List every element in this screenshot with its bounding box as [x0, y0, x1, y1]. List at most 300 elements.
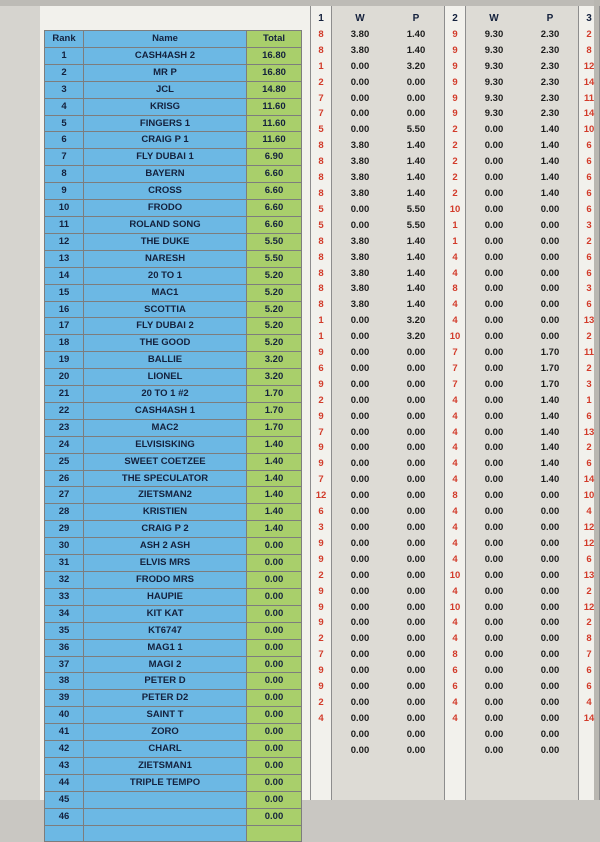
odds-cell-w1[interactable]: 0.00: [350, 744, 370, 756]
odds-cell-group3[interactable]: 11: [583, 347, 595, 359]
odds-cell-group1[interactable]: 1: [318, 60, 324, 72]
odds-cell-p2[interactable]: 0.00: [540, 681, 560, 693]
odds-cell-p1[interactable]: 0.00: [406, 362, 426, 374]
cell-total[interactable]: 5.20: [247, 301, 302, 318]
odds-cell-group2[interactable]: 4: [452, 267, 458, 279]
odds-cell-w1[interactable]: 0.00: [350, 537, 370, 549]
odds-cell-group3[interactable]: [578, 743, 600, 759]
odds-cell-w1[interactable]: 0.00: [350, 410, 370, 422]
odds-cell-w2[interactable]: 0.00: [484, 649, 504, 661]
table-row[interactable]: [45, 436, 302, 453]
cell-rank[interactable]: 5: [45, 115, 84, 132]
odds-cell-w1[interactable]: 3.80: [350, 172, 370, 184]
odds-cell-p1[interactable]: 1.40: [406, 156, 426, 168]
odds-row[interactable]: [310, 504, 600, 520]
odds-cell-group1[interactable]: 9: [318, 537, 324, 549]
odds-cell-group1[interactable]: 2: [318, 76, 324, 88]
odds-cell-p1[interactable]: 0.00: [406, 92, 426, 104]
odds-cell-p2[interactable]: 0.00: [540, 219, 560, 231]
odds-cell-group2[interactable]: [444, 727, 466, 743]
odds-row[interactable]: [310, 393, 600, 409]
odds-cell-group1[interactable]: 8: [318, 299, 324, 311]
odds-cell-p2[interactable]: 1.40: [540, 156, 560, 168]
odds-cell-group2[interactable]: 4: [452, 696, 458, 708]
odds-row[interactable]: [310, 584, 600, 600]
odds-cell-w2[interactable]: 0.00: [484, 458, 504, 470]
odds-row[interactable]: [310, 440, 600, 456]
odds-row[interactable]: [310, 600, 600, 616]
odds-cell-w2[interactable]: 0.00: [484, 283, 504, 295]
odds-cell-w2[interactable]: 0.00: [484, 490, 504, 502]
odds-cell-w2[interactable]: 0.00: [484, 617, 504, 629]
table-row[interactable]: [45, 656, 302, 673]
cell-total[interactable]: 14.80: [247, 81, 302, 98]
cell-rank[interactable]: 24: [45, 436, 84, 453]
odds-cell-group2[interactable]: 2: [452, 140, 458, 152]
odds-cell-w2[interactable]: 0.00: [484, 394, 504, 406]
odds-cell-p1[interactable]: 3.20: [406, 315, 426, 327]
cell-total[interactable]: 1.70: [247, 419, 302, 436]
cell-name[interactable]: BALLIE: [84, 352, 247, 369]
cell-name[interactable]: FRODO MRS: [84, 572, 247, 589]
odds-cell-group3[interactable]: 10: [583, 490, 595, 502]
odds-cell-group1[interactable]: 9: [318, 553, 324, 565]
odds-cell-w1[interactable]: 0.00: [350, 490, 370, 502]
odds-cell-group3[interactable]: 6: [586, 681, 592, 693]
odds-cell-p1[interactable]: 1.40: [406, 267, 426, 279]
cell-rank[interactable]: 29: [45, 521, 84, 538]
cell-total[interactable]: 5.20: [247, 335, 302, 352]
cell-rank[interactable]: 2: [45, 64, 84, 81]
odds-cell-p2[interactable]: 1.70: [540, 362, 560, 374]
cell-rank[interactable]: 28: [45, 504, 84, 521]
odds-row[interactable]: [310, 27, 600, 43]
cell-total[interactable]: 5.50: [247, 233, 302, 250]
odds-cell-group3[interactable]: 2: [586, 331, 592, 343]
odds-cell-p1[interactable]: 0.00: [406, 617, 426, 629]
odds-cell-group3[interactable]: 14: [583, 108, 595, 120]
odds-row[interactable]: [310, 488, 600, 504]
cell-rank[interactable]: 18: [45, 335, 84, 352]
odds-cell-group3[interactable]: 8: [586, 44, 592, 56]
cell-total[interactable]: 3.20: [247, 352, 302, 369]
cell-total[interactable]: 0.00: [247, 656, 302, 673]
cell-rank[interactable]: 40: [45, 707, 84, 724]
table-row[interactable]: [45, 673, 302, 690]
odds-cell-group3[interactable]: 13: [583, 569, 595, 581]
cell-total[interactable]: 5.50: [247, 250, 302, 267]
odds-row[interactable]: [310, 679, 600, 695]
odds-cell-group1[interactable]: 5: [318, 203, 324, 215]
cell-total[interactable]: 0.00: [247, 707, 302, 724]
odds-cell-w2[interactable]: 0.00: [484, 601, 504, 613]
odds-cell-w1[interactable]: 0.00: [350, 394, 370, 406]
odds-cell-group1[interactable]: 8: [318, 172, 324, 184]
odds-row[interactable]: [310, 297, 600, 313]
odds-cell-p1[interactable]: 0.00: [406, 649, 426, 661]
odds-cell-p1[interactable]: 0.00: [406, 665, 426, 677]
odds-cell-p1[interactable]: 0.00: [406, 394, 426, 406]
cell-name[interactable]: CASH4ASH 2: [84, 47, 247, 64]
odds-cell-p2[interactable]: 0.00: [540, 728, 560, 740]
odds-cell-p2[interactable]: 1.40: [540, 458, 560, 470]
table-row[interactable]: [45, 555, 302, 572]
odds-cell-group3[interactable]: 6: [586, 458, 592, 470]
odds-cell-w2[interactable]: 9.30: [484, 28, 504, 40]
table-row[interactable]: [45, 521, 302, 538]
table-row[interactable]: [45, 453, 302, 470]
table-row[interactable]: [45, 318, 302, 335]
odds-cell-group2[interactable]: [444, 743, 466, 759]
odds-cell-p1[interactable]: 0.00: [406, 744, 426, 756]
odds-cell-group2[interactable]: 4: [452, 394, 458, 406]
cell-rank[interactable]: 20: [45, 369, 84, 386]
odds-cell-w2[interactable]: 0.00: [484, 156, 504, 168]
odds-row[interactable]: [310, 615, 600, 631]
table-row[interactable]: [45, 284, 302, 301]
odds-cell-w2[interactable]: 0.00: [484, 140, 504, 152]
table-row[interactable]: [45, 115, 302, 132]
odds-cell-group1[interactable]: 1: [318, 331, 324, 343]
odds-cell-w1[interactable]: 0.00: [350, 553, 370, 565]
odds-cell-p2[interactable]: 0.00: [540, 490, 560, 502]
odds-cell-w1[interactable]: 0.00: [350, 681, 370, 693]
odds-cell-group2[interactable]: 4: [452, 617, 458, 629]
odds-cell-group1[interactable]: 9: [318, 442, 324, 454]
odds-cell-group1[interactable]: 6: [318, 506, 324, 518]
odds-cell-w1[interactable]: 3.80: [350, 283, 370, 295]
odds-cell-w1[interactable]: 3.80: [350, 251, 370, 263]
odds-row[interactable]: [310, 329, 600, 345]
odds-row[interactable]: [310, 456, 600, 472]
odds-cell-group1[interactable]: 8: [318, 44, 324, 56]
table-row[interactable]: [45, 588, 302, 605]
odds-cell-w2[interactable]: 0.00: [484, 172, 504, 184]
odds-cell-group3[interactable]: 3: [586, 378, 592, 390]
odds-cell-w1[interactable]: 0.00: [350, 331, 370, 343]
odds-cell-p2[interactable]: 0.00: [540, 633, 560, 645]
odds-cell-w2[interactable]: 0.00: [484, 299, 504, 311]
odds-cell-p1[interactable]: 1.40: [406, 251, 426, 263]
odds-cell-group2[interactable]: 4: [452, 506, 458, 518]
odds-cell-group1[interactable]: 6: [318, 362, 324, 374]
cell-total[interactable]: 1.40: [247, 436, 302, 453]
odds-cell-group1[interactable]: 9: [318, 378, 324, 390]
table-row[interactable]: [45, 149, 302, 166]
odds-cell-w2[interactable]: 0.00: [484, 553, 504, 565]
odds-cell-w1[interactable]: 0.00: [350, 696, 370, 708]
cell-rank[interactable]: 6: [45, 132, 84, 149]
odds-cell-group3[interactable]: 12: [583, 601, 595, 613]
odds-row[interactable]: [310, 345, 600, 361]
odds-cell-group2[interactable]: 4: [452, 585, 458, 597]
odds-cell-group2[interactable]: 9: [452, 108, 458, 120]
cell-total[interactable]: 3.20: [247, 369, 302, 386]
odds-cell-p2[interactable]: 0.00: [540, 251, 560, 263]
cell-total[interactable]: 0.00: [247, 757, 302, 774]
odds-cell-group1[interactable]: 8: [318, 28, 324, 40]
odds-cell-w2[interactable]: 0.00: [484, 251, 504, 263]
odds-cell-group1[interactable]: 7: [318, 92, 324, 104]
odds-cell-p2[interactable]: 2.30: [540, 76, 560, 88]
odds-row[interactable]: [310, 218, 600, 234]
odds-cell-group3[interactable]: 6: [586, 665, 592, 677]
odds-row[interactable]: [310, 568, 600, 584]
table-row[interactable]: [45, 233, 302, 250]
odds-cell-group1[interactable]: 7: [318, 649, 324, 661]
odds-cell-p1[interactable]: 0.00: [406, 681, 426, 693]
cell-name[interactable]: NARESH: [84, 250, 247, 267]
cell-total[interactable]: 6.90: [247, 149, 302, 166]
odds-cell-group2[interactable]: 2: [452, 172, 458, 184]
odds-row[interactable]: [310, 663, 600, 679]
odds-cell-group1[interactable]: [310, 727, 332, 743]
odds-cell-w1[interactable]: 3.80: [350, 267, 370, 279]
odds-row[interactable]: [310, 138, 600, 154]
odds-cell-group3[interactable]: 6: [586, 267, 592, 279]
odds-cell-group2[interactable]: 4: [452, 251, 458, 263]
cell-name[interactable]: ZIETSMAN2: [84, 487, 247, 504]
cell-total[interactable]: 6.60: [247, 216, 302, 233]
odds-row[interactable]: [310, 520, 600, 536]
odds-cell-p2[interactable]: 0.00: [540, 299, 560, 311]
odds-cell-w1[interactable]: 0.00: [350, 76, 370, 88]
odds-cell-group3[interactable]: 13: [583, 426, 595, 438]
cell-total[interactable]: 0.00: [247, 690, 302, 707]
odds-cell-group2[interactable]: 9: [452, 76, 458, 88]
odds-cell-group1[interactable]: 2: [318, 394, 324, 406]
odds-cell-group1[interactable]: 5: [318, 219, 324, 231]
odds-cell-w1[interactable]: 0.00: [350, 617, 370, 629]
odds-cell-w2[interactable]: 9.30: [484, 60, 504, 72]
odds-cell-group2[interactable]: 4: [452, 410, 458, 422]
odds-cell-p2[interactable]: 1.40: [540, 394, 560, 406]
cell-rank[interactable]: 25: [45, 453, 84, 470]
odds-cell-group3[interactable]: 6: [586, 299, 592, 311]
odds-cell-group3[interactable]: 10: [583, 124, 595, 136]
odds-cell-group2[interactable]: 1: [452, 235, 458, 247]
odds-cell-group1[interactable]: 8: [318, 251, 324, 263]
cell-name[interactable]: JCL: [84, 81, 247, 98]
odds-cell-group1[interactable]: 12: [315, 490, 327, 502]
cell-rank[interactable]: 3: [45, 81, 84, 98]
odds-row[interactable]: [310, 266, 600, 282]
odds-cell-w2[interactable]: 0.00: [484, 696, 504, 708]
odds-cell-p1[interactable]: 0.00: [406, 474, 426, 486]
odds-cell-p2[interactable]: 0.00: [540, 585, 560, 597]
odds-cell-w2[interactable]: 0.00: [484, 426, 504, 438]
odds-cell-group2[interactable]: 10: [449, 569, 461, 581]
table-row[interactable]: [45, 707, 302, 724]
odds-cell-p1[interactable]: 0.00: [406, 712, 426, 724]
odds-cell-group3[interactable]: 11: [583, 92, 595, 104]
odds-cell-p2[interactable]: 0.00: [540, 712, 560, 724]
odds-cell-group2[interactable]: 7: [452, 378, 458, 390]
odds-cell-group1[interactable]: 5: [318, 124, 324, 136]
cell-name[interactable]: TRIPLE TEMPO: [84, 774, 247, 791]
table-row[interactable]: [45, 808, 302, 825]
odds-row[interactable]: [310, 154, 600, 170]
cell-name[interactable]: SCOTTIA: [84, 301, 247, 318]
cell-total[interactable]: 0.00: [247, 588, 302, 605]
cell-name[interactable]: PETER D2: [84, 690, 247, 707]
odds-cell-w1[interactable]: 0.00: [350, 728, 370, 740]
cell-name[interactable]: FLY DUBAI 1: [84, 149, 247, 166]
cell-name[interactable]: PETER D: [84, 673, 247, 690]
cell-rank[interactable]: 22: [45, 402, 84, 419]
odds-cell-p2[interactable]: 0.00: [540, 665, 560, 677]
odds-cell-group3[interactable]: 8: [586, 633, 592, 645]
odds-cell-group2[interactable]: 8: [452, 490, 458, 502]
cell-name[interactable]: 20 TO 1: [84, 267, 247, 284]
cell-rank[interactable]: 43: [45, 757, 84, 774]
odds-cell-p2[interactable]: 0.00: [540, 267, 560, 279]
odds-cell-w1[interactable]: 3.80: [350, 156, 370, 168]
cell-name[interactable]: [84, 825, 247, 842]
odds-cell-group1[interactable]: 8: [318, 187, 324, 199]
table-row[interactable]: [45, 386, 302, 403]
cell-name[interactable]: BAYERN: [84, 166, 247, 183]
odds-cell-p1[interactable]: 0.00: [406, 458, 426, 470]
odds-row[interactable]: [310, 281, 600, 297]
cell-name[interactable]: MAGI 2: [84, 656, 247, 673]
odds-cell-p2[interactable]: 2.30: [540, 44, 560, 56]
cell-rank[interactable]: 9: [45, 183, 84, 200]
odds-cell-w1[interactable]: 0.00: [350, 474, 370, 486]
cell-rank[interactable]: 32: [45, 572, 84, 589]
cell-total[interactable]: 5.20: [247, 318, 302, 335]
odds-cell-group1[interactable]: 7: [318, 108, 324, 120]
cell-total[interactable]: 5.20: [247, 284, 302, 301]
odds-cell-p2[interactable]: 1.70: [540, 347, 560, 359]
cell-total[interactable]: 16.80: [247, 64, 302, 81]
odds-cell-w2[interactable]: 0.00: [484, 712, 504, 724]
cell-name[interactable]: KRISG: [84, 98, 247, 115]
odds-row[interactable]: [310, 202, 600, 218]
table-row[interactable]: [45, 301, 302, 318]
odds-cell-group1[interactable]: 8: [318, 156, 324, 168]
table-row[interactable]: [45, 639, 302, 656]
odds-cell-group1[interactable]: 7: [318, 474, 324, 486]
odds-cell-p2[interactable]: 0.00: [540, 522, 560, 533]
odds-row[interactable]: [310, 711, 600, 727]
table-row[interactable]: [45, 267, 302, 284]
cell-name[interactable]: THE SPECULATOR: [84, 470, 247, 487]
odds-cell-w1[interactable]: 0.00: [350, 315, 370, 327]
odds-row[interactable]: [310, 106, 600, 122]
table-row[interactable]: [45, 538, 302, 555]
odds-cell-group1[interactable]: 9: [318, 617, 324, 629]
cell-total[interactable]: 6.60: [247, 183, 302, 200]
odds-cell-group2[interactable]: 9: [452, 92, 458, 104]
cell-name[interactable]: MAG1 1: [84, 639, 247, 656]
table-row[interactable]: [45, 250, 302, 267]
cell-rank[interactable]: 42: [45, 741, 84, 758]
table-row[interactable]: [45, 825, 302, 842]
odds-cell-w1[interactable]: 0.00: [350, 92, 370, 104]
cell-name[interactable]: 20 TO 1 #2: [84, 386, 247, 403]
cell-total[interactable]: 6.60: [247, 166, 302, 183]
odds-cell-group1[interactable]: 9: [318, 585, 324, 597]
odds-cell-group3[interactable]: 2: [586, 617, 592, 629]
odds-cell-p1[interactable]: 1.40: [406, 172, 426, 184]
cell-rank[interactable]: 21: [45, 386, 84, 403]
cell-rank[interactable]: 13: [45, 250, 84, 267]
odds-cell-w1[interactable]: 3.80: [350, 187, 370, 199]
odds-row[interactable]: [310, 377, 600, 393]
cell-name[interactable]: MR P: [84, 64, 247, 81]
odds-cell-p2[interactable]: 0.00: [540, 744, 560, 756]
odds-cell-group2[interactable]: 4: [452, 315, 458, 327]
odds-cell-group1[interactable]: 1: [318, 315, 324, 327]
odds-cell-group1[interactable]: 9: [318, 681, 324, 693]
table-row[interactable]: [45, 132, 302, 149]
odds-cell-w1[interactable]: 0.00: [350, 585, 370, 597]
odds-cell-w2[interactable]: 0.00: [484, 537, 504, 549]
odds-row[interactable]: [310, 425, 600, 441]
odds-cell-p1[interactable]: 0.00: [406, 601, 426, 613]
odds-cell-w2[interactable]: 0.00: [484, 203, 504, 215]
cell-name[interactable]: SWEET COETZEE: [84, 453, 247, 470]
table-row[interactable]: [45, 98, 302, 115]
cell-rank[interactable]: 35: [45, 622, 84, 639]
odds-cell-w1[interactable]: 0.00: [350, 203, 370, 215]
odds-cell-w2[interactable]: 0.00: [484, 235, 504, 247]
odds-cell-p1[interactable]: 1.40: [406, 283, 426, 295]
table-row[interactable]: [45, 774, 302, 791]
odds-row[interactable]: [310, 186, 600, 202]
cell-name[interactable]: ELVISISKING: [84, 436, 247, 453]
odds-cell-group1[interactable]: 8: [318, 235, 324, 247]
odds-cell-w2[interactable]: 0.00: [484, 744, 504, 756]
odds-cell-p1[interactable]: 0.00: [406, 76, 426, 88]
odds-cell-p1[interactable]: 5.50: [406, 219, 426, 231]
odds-cell-group3[interactable]: 3: [586, 219, 592, 231]
cell-rank[interactable]: 30: [45, 538, 84, 555]
odds-cell-w1[interactable]: 0.00: [350, 426, 370, 438]
cell-name[interactable]: FLY DUBAI 2: [84, 318, 247, 335]
odds-cell-w2[interactable]: 0.00: [484, 362, 504, 374]
odds-row[interactable]: [310, 472, 600, 488]
odds-cell-p2[interactable]: 0.00: [540, 331, 560, 343]
odds-cell-p2[interactable]: 0.00: [540, 506, 560, 518]
table-row[interactable]: [45, 352, 302, 369]
cell-total[interactable]: [247, 825, 302, 842]
cell-total[interactable]: 0.00: [247, 572, 302, 589]
odds-row[interactable]: [310, 75, 600, 91]
odds-row[interactable]: [310, 122, 600, 138]
table-row[interactable]: [45, 64, 302, 81]
cell-rank[interactable]: 12: [45, 233, 84, 250]
odds-cell-p1[interactable]: 0.00: [406, 378, 426, 390]
cell-name[interactable]: LIONEL: [84, 369, 247, 386]
cell-total[interactable]: 1.70: [247, 386, 302, 403]
odds-cell-w1[interactable]: 0.00: [350, 601, 370, 613]
odds-cell-group2[interactable]: 6: [452, 665, 458, 677]
cell-total[interactable]: 0.00: [247, 639, 302, 656]
odds-cell-group2[interactable]: 4: [452, 633, 458, 645]
odds-cell-p2[interactable]: 0.00: [540, 315, 560, 327]
odds-cell-w1[interactable]: 3.80: [350, 235, 370, 247]
table-row[interactable]: [45, 335, 302, 352]
cell-total[interactable]: 16.80: [247, 47, 302, 64]
table-row[interactable]: [45, 622, 302, 639]
odds-cell-group2[interactable]: 4: [452, 537, 458, 549]
odds-cell-p2[interactable]: 0.00: [540, 649, 560, 661]
odds-cell-p1[interactable]: 3.20: [406, 331, 426, 343]
odds-cell-w2[interactable]: 9.30: [484, 92, 504, 104]
odds-cell-w2[interactable]: 0.00: [484, 315, 504, 327]
